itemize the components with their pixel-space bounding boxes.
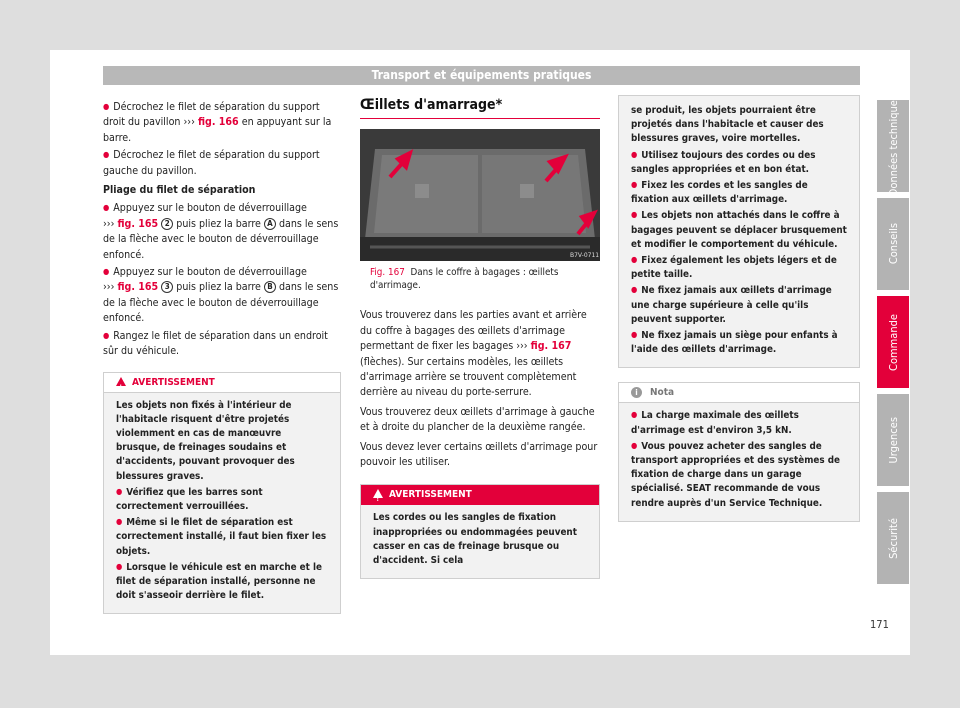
column-middle — [360, 97, 600, 579]
fig-ref-link[interactable]: fig. 166 — [197, 116, 239, 129]
subheading: Pliage du filet de séparation — [103, 184, 256, 197]
warning-item: ● Ne fixez jamais aux œillets d'arrimage une charge supérieure à celle qu'ils peuvent supporter. — [631, 284, 847, 327]
section-title: Œillets d'amarrage* — [360, 98, 600, 119]
warning-item: ● Fixez également les objets légers et de petite taille. — [631, 254, 847, 282]
warning-item: ● Les objets non attachés dans le coffre à bagages peuvent se déplacer brusquement et modifier le comportement du véhicule. — [631, 209, 847, 252]
svg-text:B7V-0711: B7V-0711 — [570, 252, 600, 260]
trunk-illustration — [360, 129, 600, 261]
fig-ref-link[interactable]: fig. 165 — [117, 281, 159, 294]
note-item: ● Vous pouvez acheter des sangles de transport appropriées et des systèmes de fixation de charge dans un garage spécialisé. SEAT recommande de vous rendre auprès d'un Service Technique. — [631, 440, 847, 511]
warning-item: ● Lorsque le véhicule est en marche et le filet de séparation installé, personne ne doit s'asseoir derrière le filet. — [116, 561, 328, 604]
trunk-figure — [360, 129, 600, 261]
paragraph: Vous trouverez deux œillets d'arrimage à gauche et à droite du plancher de la deuxième rangée. — [360, 405, 595, 434]
info-icon: i — [631, 387, 642, 398]
callout-letter: B — [264, 281, 276, 293]
callout-letter: A — [264, 218, 276, 230]
callout-number: 2 — [161, 218, 173, 230]
note-box — [618, 382, 860, 521]
fig-ref-link[interactable]: fig. 167 — [530, 340, 572, 353]
warning-box — [103, 372, 341, 615]
tab-securite[interactable]: Sécurité — [877, 492, 909, 584]
warning-icon — [373, 489, 383, 498]
warning-header: !AVERTISSEMENT — [104, 373, 340, 393]
tab-donnees-techniques[interactable]: Données techniques — [877, 100, 909, 192]
note-header: i Nota — [619, 383, 859, 403]
paragraph: Vous devez lever certains œillets d'arrimage pour pouvoir les utiliser. — [360, 440, 598, 469]
paragraph: Vous trouverez dans les parties avant et arrière du coffre à bagages des œillets d'arrimage permettant de fixer les bagages ››› fig. 167 (flèches). Sur certains modèles, les œillets d'arrimage arrière se trouvent complètement derrière au niveau du porte-serrure. — [360, 309, 587, 399]
warning-item: ● Ne fixez jamais un siège pour enfants à l'aide des œillets d'arrimage. — [631, 329, 847, 357]
warning-item: ● Fixez les cordes et les sangles de fixation aux œillets d'arrimage. — [631, 179, 847, 207]
warning-box-continued — [618, 95, 860, 368]
warning-item: ● Utilisez toujours des cordes ou des sangles appropriées et en bon état. — [631, 149, 847, 177]
warning-text: se produit, les objets pourraient être projetés dans l'habitacle et causer des blessures graves, voire mortelles. — [631, 105, 824, 145]
instruction-item: ● Rangez le filet de séparation dans un endroit sûr du véhicule. — [103, 329, 341, 360]
fig-ref-link[interactable]: fig. 165 — [117, 217, 159, 230]
warning-text: Les cordes ou les sangles de fixation inappropriées ou endommagées peuvent casser en cas de freinage brusque ou d'accident. Si cela — [373, 512, 577, 567]
instruction-item: ● Décrochez le filet de séparation du support droit du pavillon ››› fig. 166 en appuyant sur la barre. — [103, 100, 341, 146]
warning-header: !AVERTISSEMENT — [361, 485, 599, 505]
callout-number: 3 — [161, 281, 173, 293]
header-title: Transport et équipements pratiques — [103, 66, 860, 85]
tab-commande[interactable]: Commande — [877, 296, 909, 388]
warning-item: ● Vérifiez que les barres sont correctement verrouillées. — [116, 486, 328, 514]
note-item: ● La charge maximale des œillets d'arrimage est d'environ 3,5 kN. — [631, 409, 847, 437]
column-right — [618, 95, 860, 522]
column-left — [103, 100, 341, 614]
figure-caption: Fig. 167 Dans le coffre à bagages : œillets d'arrimage. — [370, 267, 559, 292]
warning-text: Les objets non fixés à l'intérieur de l'habitacle risquent d'être projetés violemment en cas de manœuvre brusque, de freinages soudains et d'accidents, pouvant provoquer des blessures graves. — [116, 399, 295, 482]
instruction-item: ● Appuyez sur le bouton de déverrouillage ››› fig. 165 2 puis pliez la barre A dans le sens de la flèche avec le bouton de déverrouillage enfoncé. — [103, 201, 341, 263]
warning-box — [360, 484, 600, 579]
page-number: 171 — [870, 618, 889, 631]
instruction-item: ● Décrochez le filet de séparation du support gauche du pavillon. — [103, 148, 341, 179]
instruction-item: ● Appuyez sur le bouton de déverrouillage ››› fig. 165 3 puis pliez la barre B dans le sens de la flèche avec le bouton de déverrouillage enfoncé. — [103, 265, 341, 327]
warning-item: ● Même si le filet de séparation est correctement installé, il faut bien fixer les objets. — [116, 516, 328, 559]
warning-icon — [116, 377, 126, 386]
tab-conseils[interactable]: Conseils — [877, 198, 909, 290]
tab-urgences[interactable]: Urgences — [877, 394, 909, 486]
